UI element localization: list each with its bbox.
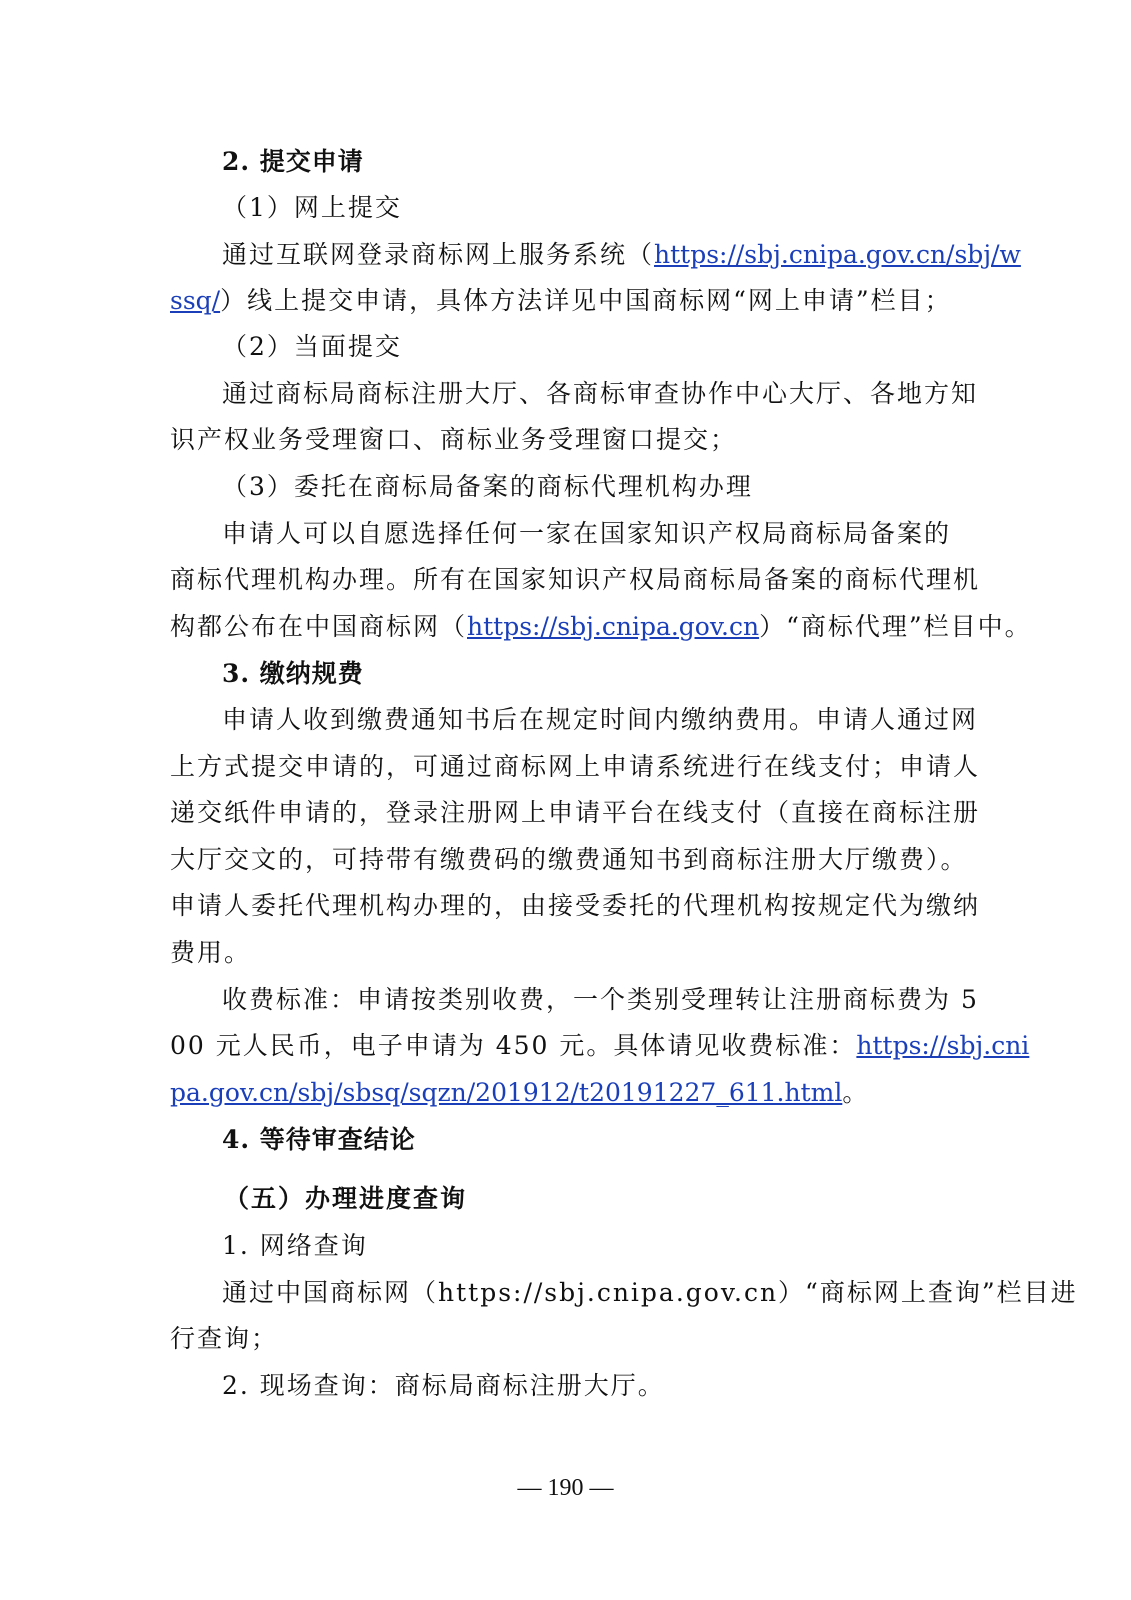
paragraph-fee-line-6: 费用。 <box>170 938 252 967</box>
paragraph-fee-line-2: 上方式提交申请的，可通过商标网上申请系统进行在线支付；申请人 <box>170 752 981 781</box>
subsection-onsite-query: 2. 现场查询：商标局商标注册大厅。 <box>222 1371 665 1400</box>
paragraph-standard-line-2 <box>170 1030 1030 1062</box>
paragraph-fee-line-1: 申请人收到缴费通知书后在规定时间内缴纳费用。申请人通过网 <box>222 705 979 734</box>
paragraph-agent-line-3 <box>170 611 1032 643</box>
text-fragment: 00 元人民币，电子申请为 450 元。具体请见收费标准： <box>170 1031 857 1060</box>
text-fragment: 。 <box>842 1078 870 1107</box>
section-2-heading: 2. 提交申请 <box>222 147 364 176</box>
service-system-link-continued[interactable]: ssq/ <box>170 286 221 315</box>
paragraph-query-line-2: 行查询； <box>170 1324 279 1353</box>
subsection-online-submit: （1）网上提交 <box>222 193 402 222</box>
text-fragment: 构都公布在中国商标网（ <box>170 612 468 641</box>
text-fragment: ）线上提交申请，具体方法详见中国商标网“网上申请”栏目； <box>220 286 952 315</box>
paragraph-query-line-1: 通过中国商标网（https://sbj.cnipa.gov.cn）“商标网上查询”栏目进 <box>222 1278 1078 1307</box>
section-5-heading: （五）办理进度查询 <box>224 1184 468 1213</box>
paragraph-agent-line-1: 申请人可以自愿选择任何一家在国家知识产权局商标局备案的 <box>222 519 952 548</box>
paragraph-standard-line-3 <box>170 1077 955 1109</box>
fee-standard-link[interactable]: https://sbj.cni <box>856 1031 1030 1060</box>
paragraph-fee-line-4: 大厅交文的，可持带有缴费码的缴费通知书到商标注册大厅缴费）。 <box>170 845 968 874</box>
subsection-agent: （3）委托在商标局备案的商标代理机构办理 <box>222 472 753 501</box>
paragraph-in-person-line-1: 通过商标局商标注册大厅、各商标审查协作中心大厅、各地方知 <box>222 379 979 408</box>
trademark-site-link[interactable]: https://sbj.cnipa.gov.cn <box>467 612 760 641</box>
paragraph-fee-line-3: 递交纸件申请的，登录注册网上申请平台在线支付（直接在商标注册 <box>170 798 981 827</box>
paragraph-online-line-2 <box>170 285 955 317</box>
text-fragment: 通过互联网登录商标网上服务系统（ <box>222 240 655 269</box>
paragraph-standard-line-1: 收费标准：申请按类别收费，一个类别受理转让注册商标费为 5 <box>222 985 979 1014</box>
paragraph-online-line-1 <box>222 239 1021 271</box>
page-number: — 190 — <box>517 1475 614 1501</box>
subsection-online-query: 1. 网络查询 <box>222 1231 368 1260</box>
subsection-in-person-submit: （2）当面提交 <box>222 332 402 361</box>
paragraph-agent-line-2: 商标代理机构办理。所有在国家知识产权局商标局备案的商标代理机 <box>170 565 981 594</box>
fee-standard-link-continued[interactable]: pa.gov.cn/sbj/sbsq/sqzn/201912/t20191227_611.html <box>170 1078 843 1107</box>
paragraph-fee-line-5: 申请人委托代理机构办理的，由接受委托的代理机构按规定代为缴纳 <box>170 891 981 920</box>
section-4-heading: 4. 等待审查结论 <box>222 1125 416 1154</box>
paragraph-in-person-line-2: 识产权业务受理窗口、商标业务受理窗口提交； <box>170 425 738 454</box>
service-system-link[interactable]: https://sbj.cnipa.gov.cn/sbj/w <box>654 240 1021 269</box>
text-fragment: ）“商标代理”栏目中。 <box>759 612 1032 641</box>
section-3-heading: 3. 缴纳规费 <box>222 659 364 688</box>
